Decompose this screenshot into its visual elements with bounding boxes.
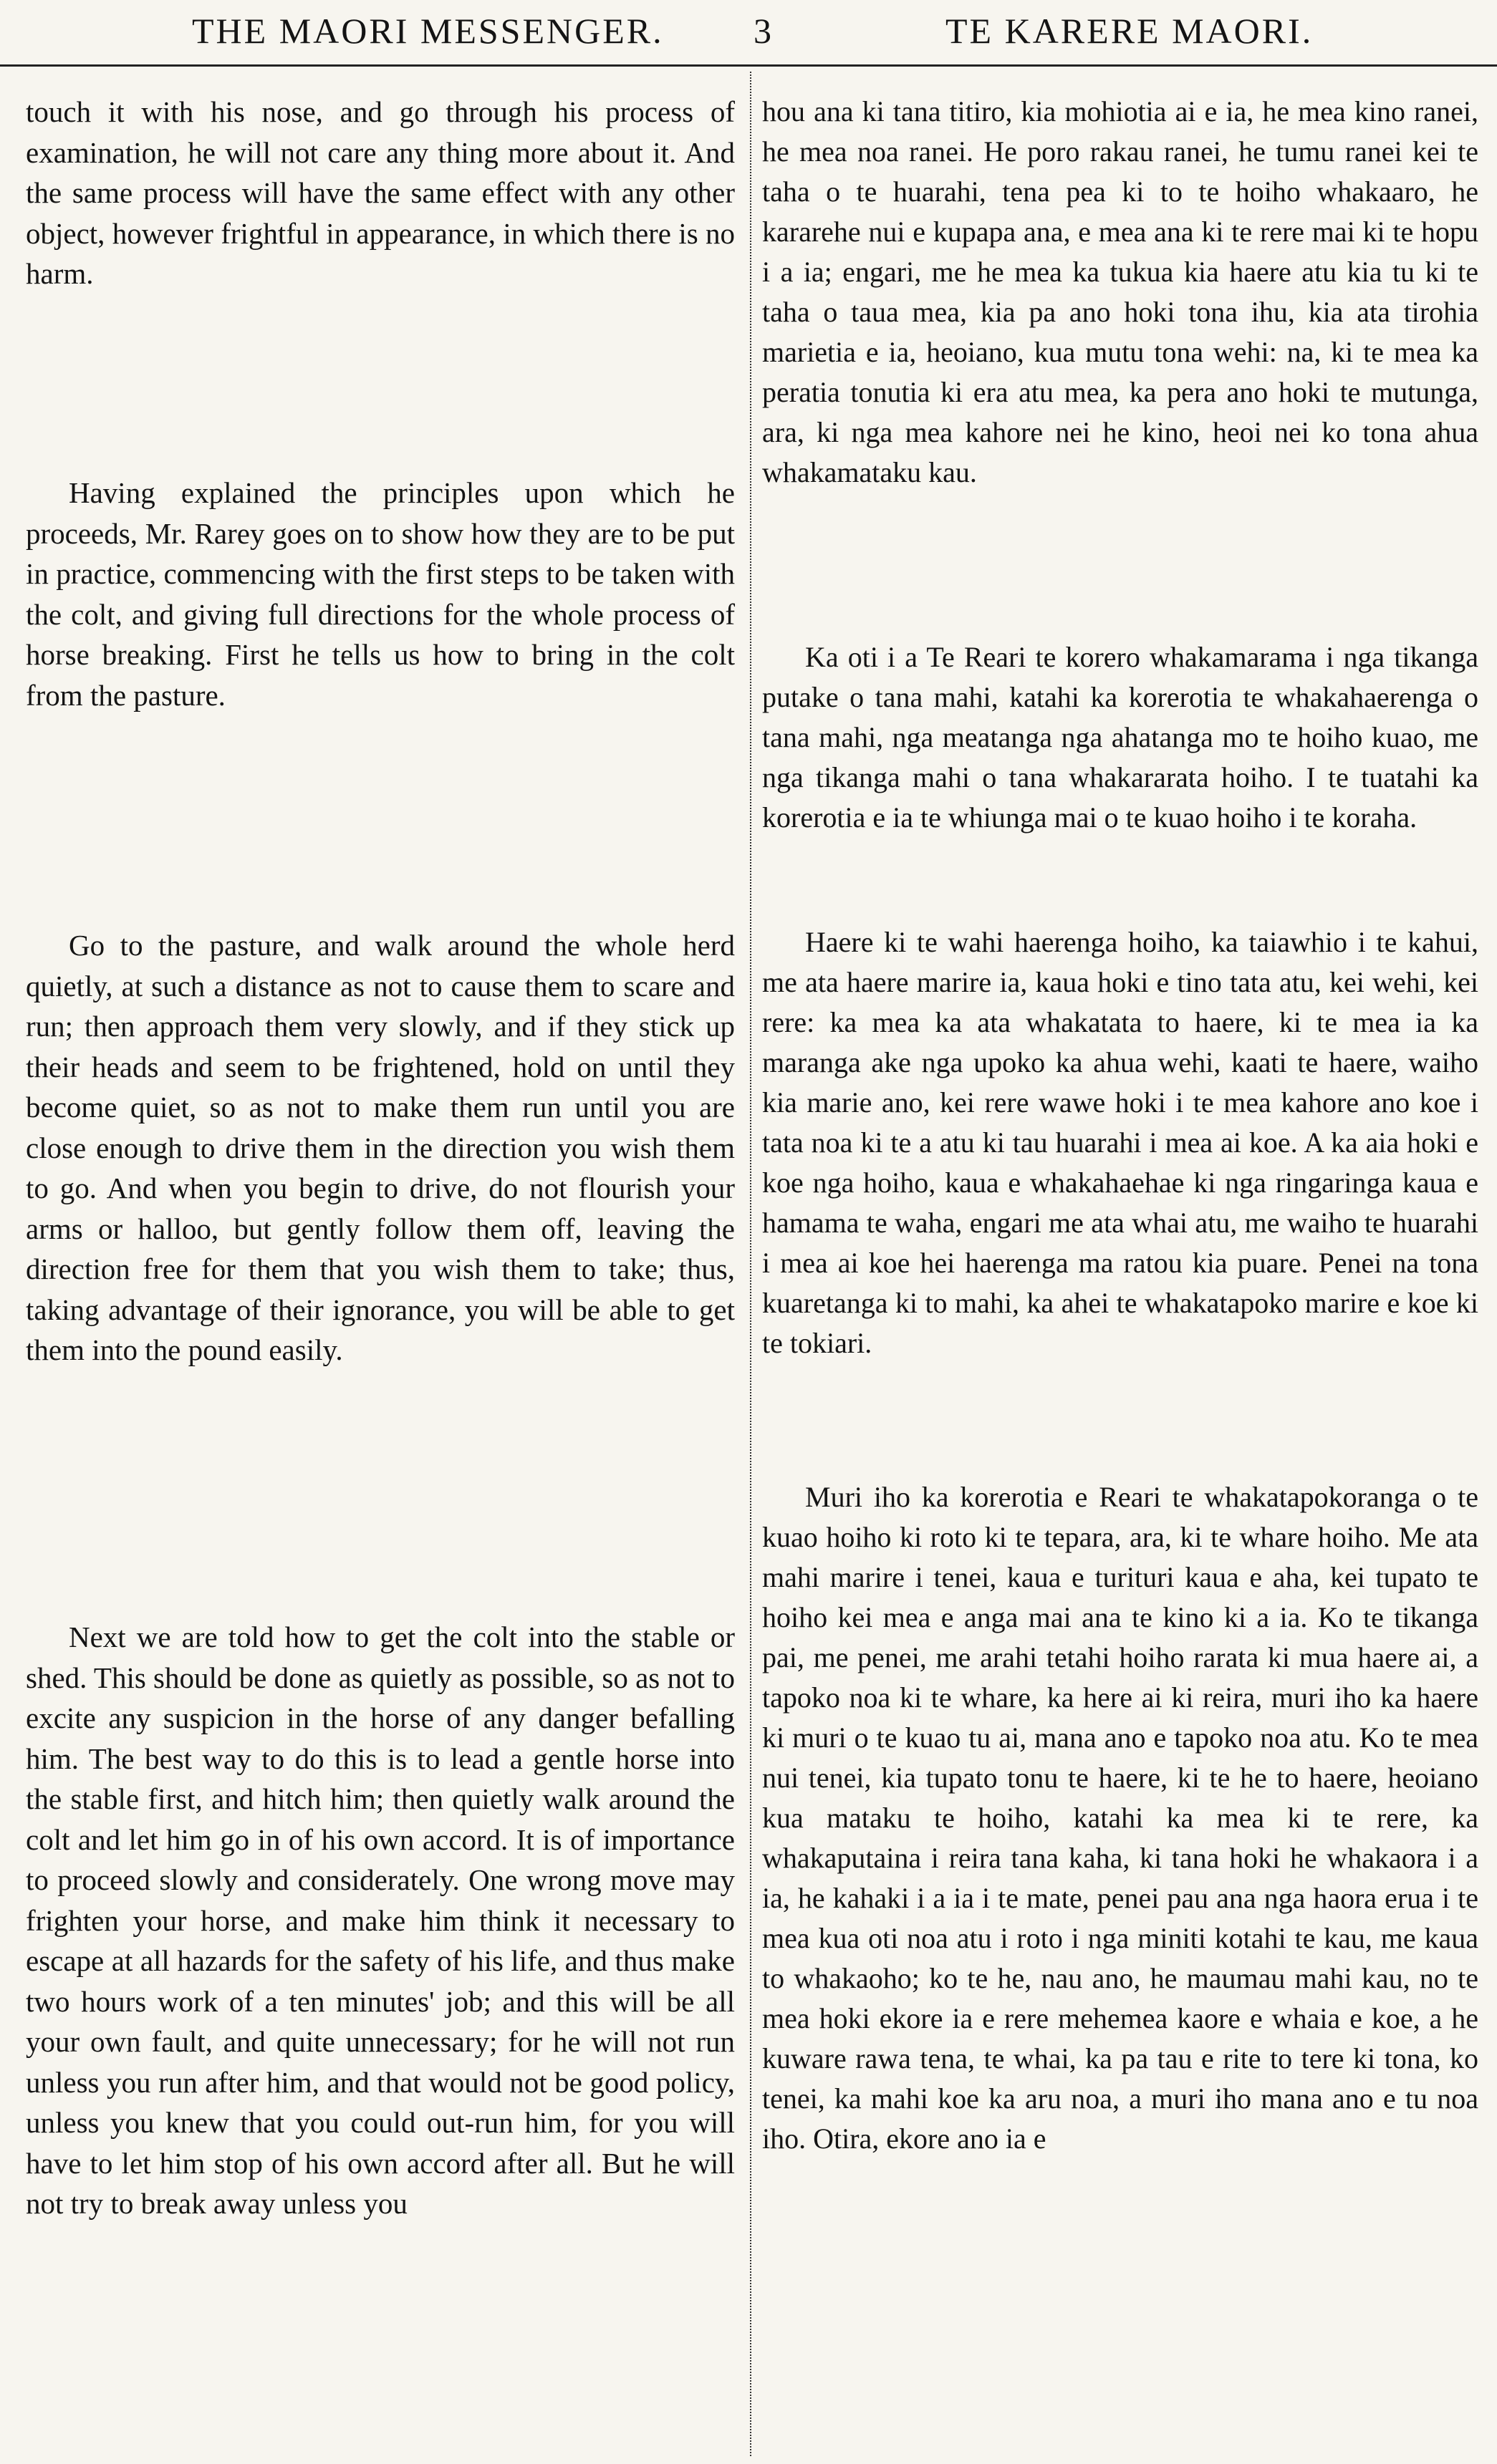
maori-paragraph-3: Haere ki te wahi haerenga hoiho, ka taiawhio i te kahui, me ata haere marire ia, kaua hoki e tino tata atu, kei wehi, kei rere: ka mea ka ata whakatata to haere, ki te mea ia ka maranga ake nga upoko ka ahua wehi, kaati te haere, waiho kia marie ano, kei rere wawe hoki i te mea kahore ano koe i tata noa ki te a atu ki tau huarahi i mea ai koe. A ka aia hoki e koe nga hoiho, kaua e whakahaehae ki nga ringaringa kaua e hamama te waha, engari me ata whai atu, me waiho te huarahi i mea ai koe hei haerenga ma ratou kia puare. Penei na tona kuaretanga ki to mahi, ka ahei te whakatapoko marire e koe ki te tokiari. (762, 926, 1478, 1359)
maori-paragraph-2: Ka oti i a Te Reari te korero whakamarama i nga tikanga putake o tana mahi, katahi ka korerotia te whakahaerenga o tana mahi, nga meatanga nga ahatanga mo te hoiho kuao, me nga tikanga mahi o tana whakararata hoiho. I te tuatahi ka korerotia e ia te whiunga mai o te kuao hoiho i te koraha. (762, 641, 1478, 834)
column-divider (750, 72, 751, 2456)
page-header (0, 0, 1497, 67)
page-number: 3 (754, 11, 771, 51)
maori-paragraph-4: Muri iho ka korerotia e Reari te whakatapokoranga o te kuao hoiho ki roto ki te tepara, ara, ki te whare hoiho. Me ata mahi marire i tenei, kaua e turituri kaua e aha, kei tupato te hoiho kei mea e anga mai ana te kino ki a ia. Ko te tikanga pai, me penei, me arahi tetahi hoiho rarata ki mua haere ai, a tapoko noa ki te whare, ka here ai ki reira, muri iho ka haere ki muri o te kuao tu ai, mana ano e tapoko noa atu. Ko te mea nui tenei, kia tupato tonu te haere, ki te he to haere, heoiano kua mataku te hoiho, katahi ka mea ki te rere, ka whakaputaina i reira tana kaha, ki tana hoki he whakaora i a ia, he kahaki i a ia i te mate, penei pau ana nga haora erua i te mea kua oti noa atu i roto i nga miniti kotahi te kau, me kaua to whakaoho; ko te he, nau ano, he maumau mahi kau, no te mea hoki ekore ia e rere mehemea kaore e whaia e koe, a he kuware rawa tena, te whai, ka pa tau e rite to tere ki tona, ko tenei, ka mahi koe ka aru noa, a muri iho mana ano e tu noa iho. Otira, ekore ano ia e (762, 1481, 1478, 2155)
maori-paragraph-1: hou ana ki tana titiro, kia mohiotia ai e ia, he mea kino ranei, he mea noa ranei. He poro rakau ranei, he tumu ranei kei te taha o te huarahi, tena pea ki to te hoiho whakaaro, he kararehe nui e kupapa ana, e mea ana ki te rere mai ki te hopu i a ia; engari, me he mea ka tukua kia haere atu kia tu ki te taha o taua mea, kia pa ano hoki tona ihu, kia ata tirohia marietia e ia, heoiano, kua mutu tona wehi: na, ki te mea ka peratia tonutia ki era atu mea, ka pera ano hoki te mutunga, ara, ki nga mea kahore nei he kino, heoi nei ko tona ahua whakamataku kau. (762, 95, 1478, 488)
english-paragraph-3: Go to the pasture, and walk around the whole herd quietly, at such a distance as not to cause them to scare and run; then approach them very slowly, and if they stick up their heads and seem to be frightened, hold on until they become quiet, so as not to make them run until you are close enough to drive them in the direction you wish them to go. And when you begin to drive, do not flourish your arms or halloo, but gently follow them off, leaving the direction free for them that you wish them to take; thus, taking advantage of their ignorance, you will be able to get them into the pound easily. (26, 929, 735, 1366)
maori-title: TE KARERE MAORI. (945, 11, 1314, 51)
english-paragraph-4: Next we are told how to get the colt into the stable or shed. This should be done as quietly as possible, so as not to excite any suspicion in the horse of any danger befalling him. The best way to do this is to lead a gentle horse into the stable first, and hitch him; then quietly walk around the colt and let him go in of his own accord. It is of importance to proceed slowly and considerately. One wrong move may frighten your horse, and make him think it necessary to escape at all hazards for the safety of his life, and thus make two hours work of a ten minutes' job; and this will be all your own fault, and quite unnecessary; for he will not run unless you run after him, and that would not be good policy, unless you knew that you could out-run him, for you will have to let him stop of his own accord after all. But he will not try to break away unless you (26, 1620, 736, 2220)
english-paragraph-2: Having explained the principles upon which he proceeds, Mr. Rarey goes on to show how they are to be put in practice, commencing with the first steps to be taken with the colt, and giving full directions for the whole process of horse breaking. First he tells us how to bring in the colt from the pasture. (26, 476, 735, 712)
english-title: THE MAORI MESSENGER. (192, 11, 664, 51)
english-paragraph-1: touch it with his nose, and go through his process of examination, he will not care any thing more about it. And the same process will have the same effect with any other object, however frightful in appearance, in which there is no harm. (26, 95, 735, 290)
